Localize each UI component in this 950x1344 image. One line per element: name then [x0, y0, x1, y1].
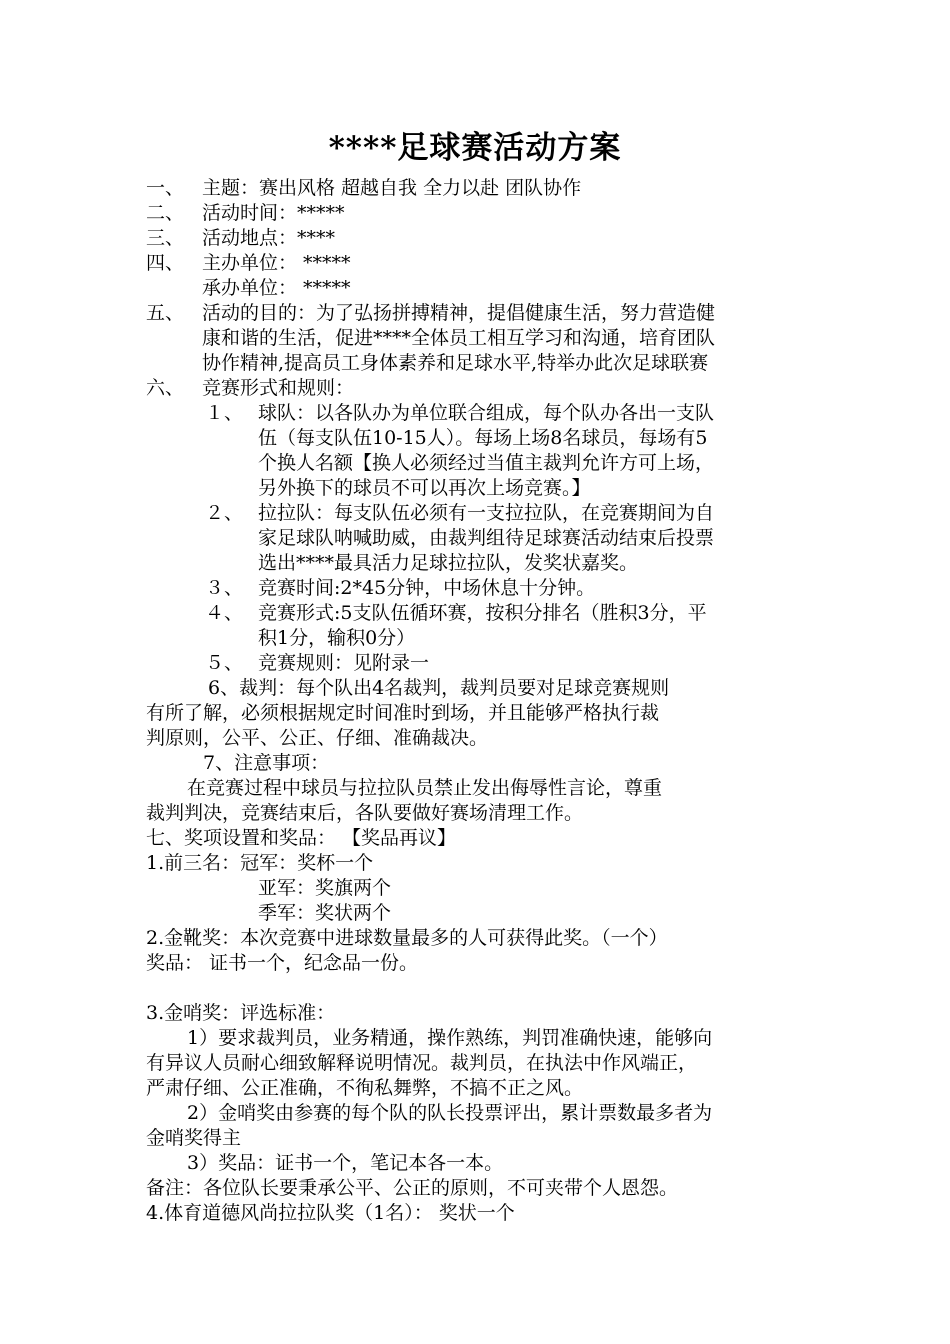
page-title: ****足球赛活动方案 [328, 130, 622, 166]
rule-team-line: 个换人名额【换人必须经过当值主裁判允许方可上场， [258, 452, 715, 474]
rule-number-4: ４、 [205, 602, 244, 624]
rule-cheer-line: 选出****最具活力足球拉拉队，发奖状嘉奖。 [258, 552, 639, 574]
section-number-2: 二、 [146, 202, 185, 224]
award-golden-boot-prize: 奖品： 证书一个，纪念品一份。 [146, 952, 419, 974]
section-host: 主办单位： ***** [202, 252, 351, 274]
award-golden-whistle-line: 金哨奖得主 [146, 1127, 242, 1149]
rule-referee-line: 判原则，公平、公正、仔细、准确裁决。 [146, 727, 489, 749]
award-golden-whistle-line: 2）金哨奖由参赛的每个队的队长投票评出，累计票数最多者为 [187, 1102, 713, 1124]
award-third-place: 季军：奖状两个 [258, 902, 392, 924]
award-golden-whistle-line: 1）要求裁判员，业务精通，操作熟练，判罚准确快速，能够向 [187, 1027, 713, 1049]
rule-time-line: 竞赛时间:2*45分钟，中场休息十分钟。 [258, 577, 596, 599]
section-theme: 主题：赛出风格 超越自我 全力以赴 团队协作 [202, 177, 582, 199]
purpose-line: 康和谐的生活，促进****全体员工相互学习和沟通，培育团队 [202, 327, 716, 349]
award-golden-whistle-prize: 3）奖品：证书一个，笔记本各一本。 [187, 1152, 504, 1174]
section-number-1: 一、 [146, 177, 185, 199]
rule-referee-line: 有所了解，必须根据规定时间准时到场，并且能够严格执行裁 [146, 702, 660, 724]
section-number-6: 六、 [146, 377, 185, 399]
rule-notice-line: 裁判判决，竞赛结束后，各队要做好赛场清理工作。 [146, 802, 584, 824]
section-rules-heading: 竞赛形式和规则： [202, 377, 355, 399]
section-time: 活动时间：***** [202, 202, 345, 224]
award-golden-whistle-line: 有异议人员耐心细致解释说明情况。裁判员，在执法中作风端正， [146, 1052, 698, 1074]
rule-cheer-line: 拉拉队：每支队伍必须有一支拉拉队，在竞赛期间为自 [258, 502, 715, 524]
award-top-three: 1.前三名：冠军：奖杯一个 [146, 852, 374, 874]
award-golden-whistle-line: 严肃仔细、公正准确，不徇私舞弊，不搞不正之风。 [146, 1077, 584, 1099]
award-golden-boot: 2.金靴奖：本次竞赛中进球数量最多的人可获得此奖。（一个） [146, 927, 668, 949]
rule-format-line: 积1分，输积0分） [258, 627, 416, 649]
rule-format-line: 竞赛形式:5支队伍循环赛，按积分排名（胜积3分，平 [258, 602, 707, 624]
rule-number-2: ２、 [205, 502, 244, 524]
rule-notice-heading: 7、注意事项： [203, 752, 330, 774]
section-number-3: 三、 [146, 227, 185, 249]
rule-number-5: ５、 [205, 652, 244, 674]
rule-notice-line: 在竞赛过程中球员与拉拉队员禁止发出侮辱性言论，尊重 [187, 777, 663, 799]
rule-number-1: １、 [205, 402, 244, 424]
award-remark: 备注：各位队长要秉承公平、公正的原则，不可夹带个人恩怨。 [146, 1177, 679, 1199]
purpose-line: 活动的目的：为了弘扬拼搏精神，提倡健康生活，努力营造健 [202, 302, 716, 324]
section-organizer: 承办单位： ***** [202, 277, 351, 299]
award-second-place: 亚军：奖旗两个 [258, 877, 392, 899]
rule-team-line: 球队：以各队办为单位联合组成，每个队办各出一支队 [258, 402, 715, 424]
section-number-5: 五、 [146, 302, 185, 324]
award-golden-whistle-heading: 3.金哨奖：评选标准： [146, 1002, 336, 1024]
awards-heading: 七、奖项设置和奖品： 【奖品再议】 [146, 827, 457, 849]
purpose-line: 协作精神,提高员工身体素养和足球水平,特举办此次足球联赛 [202, 352, 709, 374]
rule-referee-line: 6、裁判：每个队出4名裁判，裁判员要对足球竞赛规则 [208, 677, 670, 699]
section-number-4: 四、 [146, 252, 185, 274]
rule-number-3: ３、 [205, 577, 244, 599]
rule-team-line: 另外换下的球员不可以再次上场竞赛。】 [258, 477, 591, 499]
rule-cheer-line: 家足球队呐喊助威，由裁判组待足球赛活动结束后投票 [258, 527, 715, 549]
rule-rules-line: 竞赛规则：见附录一 [258, 652, 430, 674]
award-sportsmanship: 4.体育道德风尚拉拉队奖（1名）： 奖状一个 [146, 1202, 515, 1224]
rule-team-line: 伍（每支队伍10-15人）。每场上场8名球员，每场有5 [258, 427, 708, 449]
section-location: 活动地点：**** [202, 227, 336, 249]
